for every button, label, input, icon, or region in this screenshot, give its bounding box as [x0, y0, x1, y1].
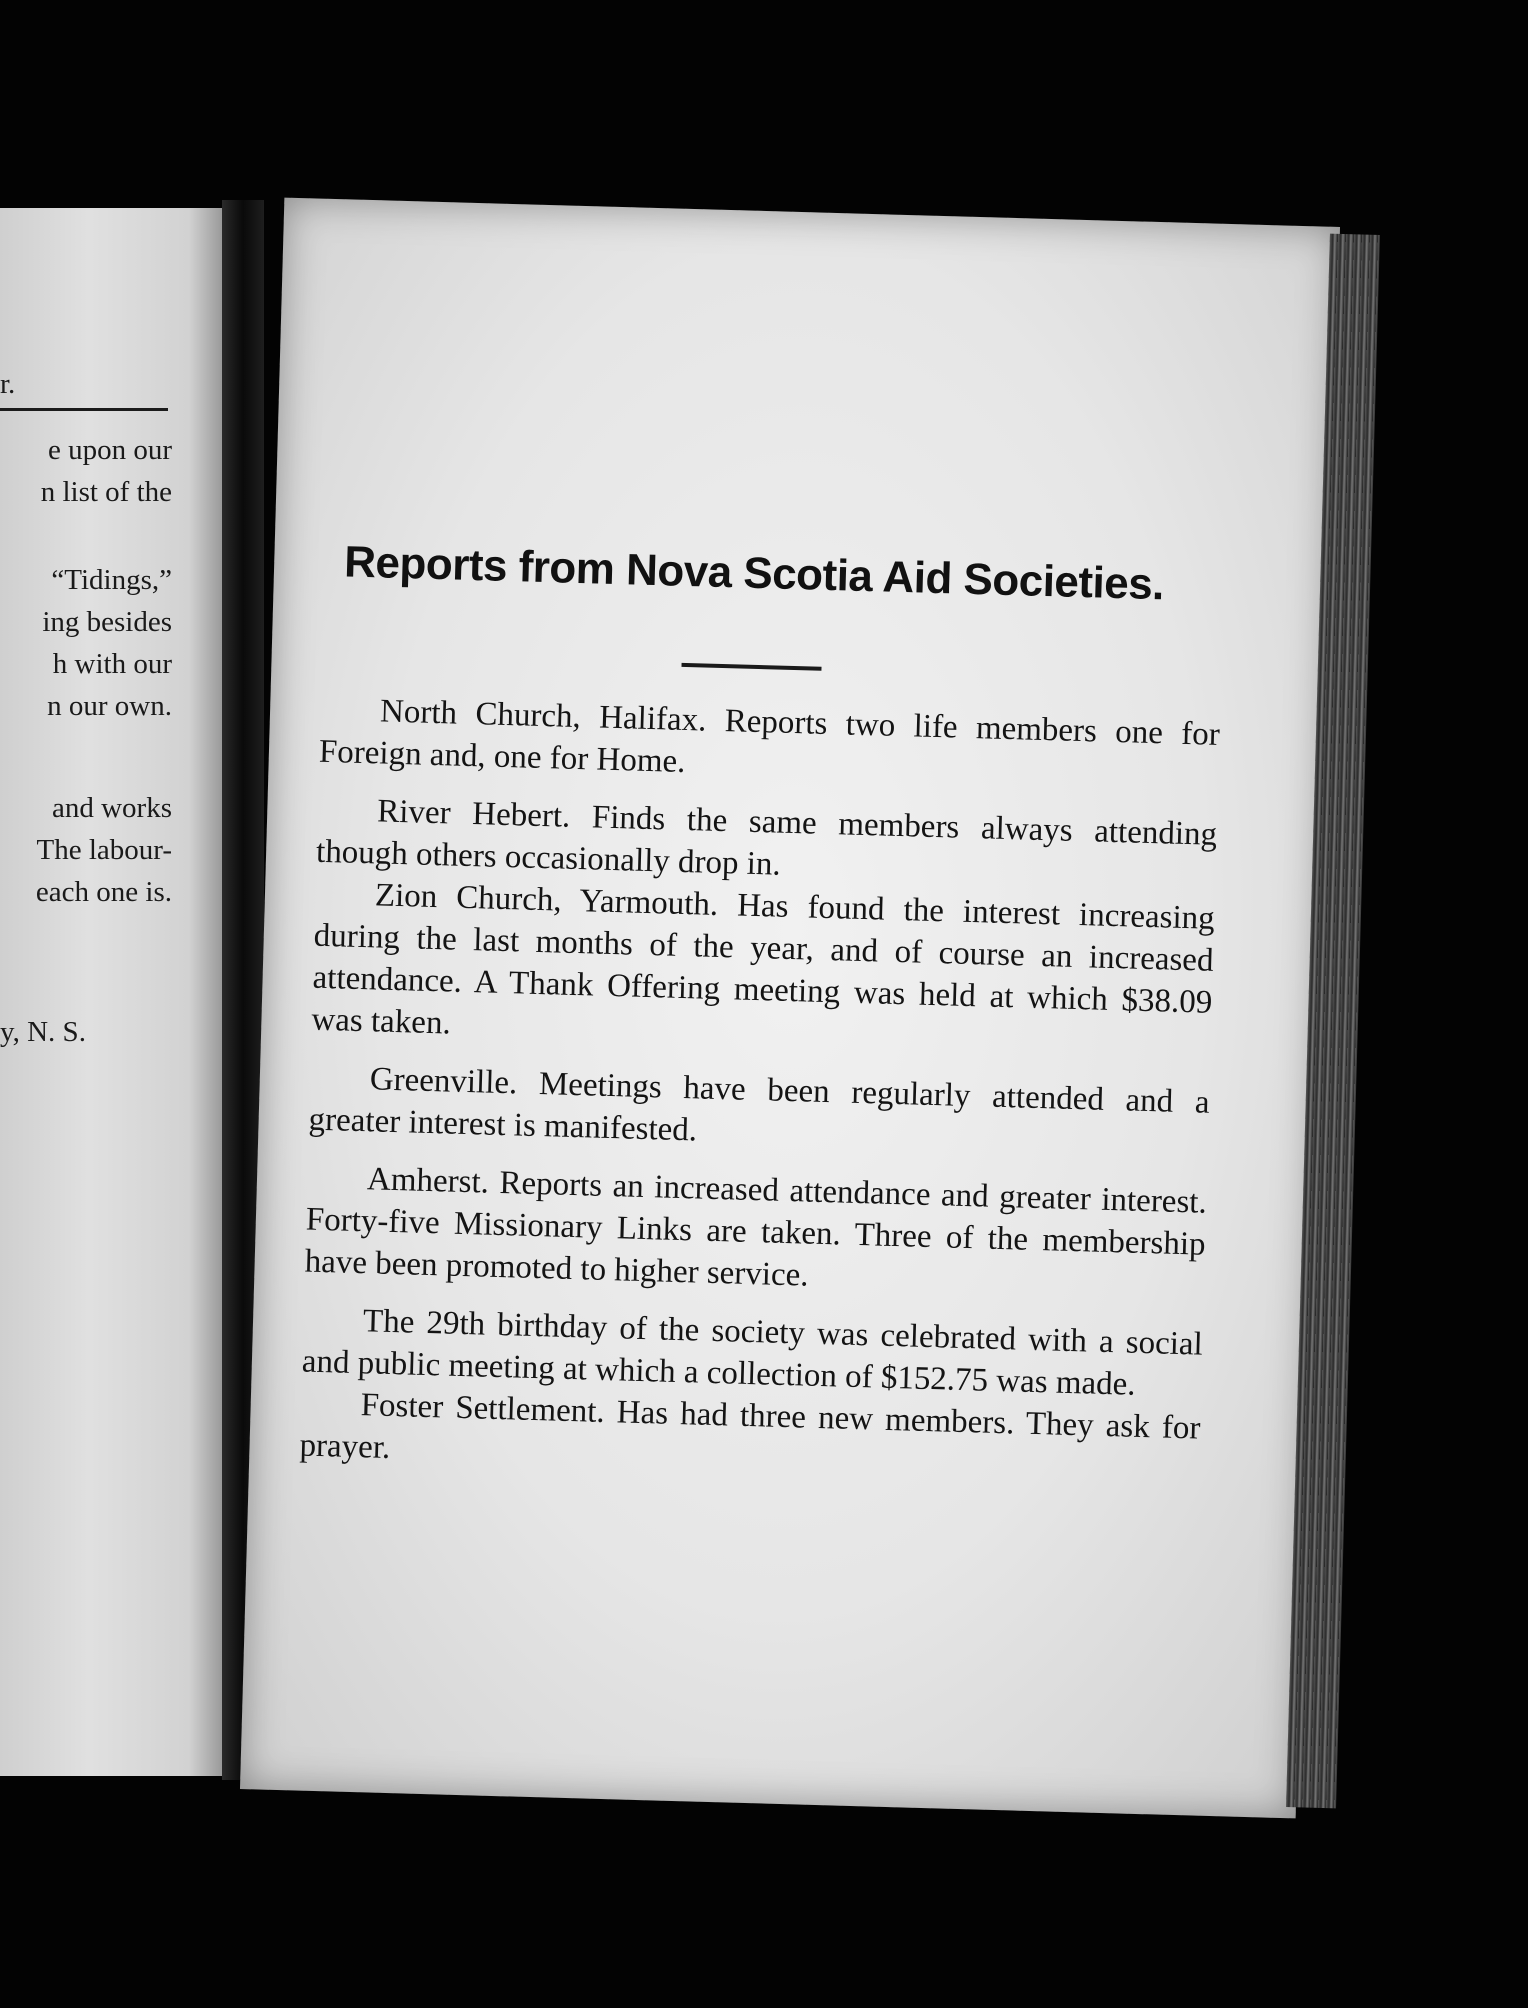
report-north-church: North Church, Halifax. Reports two life members one for Foreign and, one for Home. — [318, 693, 1221, 780]
page-body — [299, 689, 1221, 1508]
left-page-line: h with our — [52, 648, 172, 680]
left-page-header-rule — [0, 408, 168, 411]
main-page — [240, 198, 1340, 1819]
left-page-line: each one is. — [35, 876, 172, 908]
report-greenville: Greenville. Meetings have been regularly attended and a greater interest is manifested. — [308, 1061, 1211, 1149]
left-page-line: and works — [51, 792, 172, 824]
report-foster-settlement: Foster Settlement. Has had three new members. They ask for prayer. — [299, 1387, 1201, 1467]
report-amherst-birthday: The 29th birthday of the society was celebrated with a social and public meeting at which a collection of $152.75 was made. — [301, 1303, 1204, 1403]
report-amherst: Amherst. Reports an increased attendance and greater interest. Forty-five Missionary Links are taken. Three of the membership have been promoted to higher service. — [304, 1161, 1208, 1294]
left-page-line: “Tidings,” — [51, 564, 172, 596]
title-rule — [681, 663, 821, 671]
page-title: Reports from Nova Scotia Aid Societies. — [343, 537, 1165, 610]
report-river-hebert: River Hebert. Finds the same members always attending though others occasionally drop in. — [315, 793, 1218, 883]
left-facing-page — [0, 208, 222, 1776]
left-page-header-fragment: r. — [0, 368, 16, 400]
left-page-line: n list of the — [40, 476, 172, 508]
left-page-line: n our own. — [47, 690, 172, 722]
report-zion-church: Zion Church, Yarmouth. Has found the interest increasing during the last months of the year, and of course an increased attendance. A Thank Offering meeting was held at which $38.09 was taken. — [310, 877, 1216, 1042]
left-page-locale: y, N. S. — [0, 1016, 86, 1048]
left-page-line: ing besides — [42, 606, 172, 638]
left-page-line: e upon our — [47, 434, 172, 466]
left-page-line: The labour- — [36, 834, 172, 866]
